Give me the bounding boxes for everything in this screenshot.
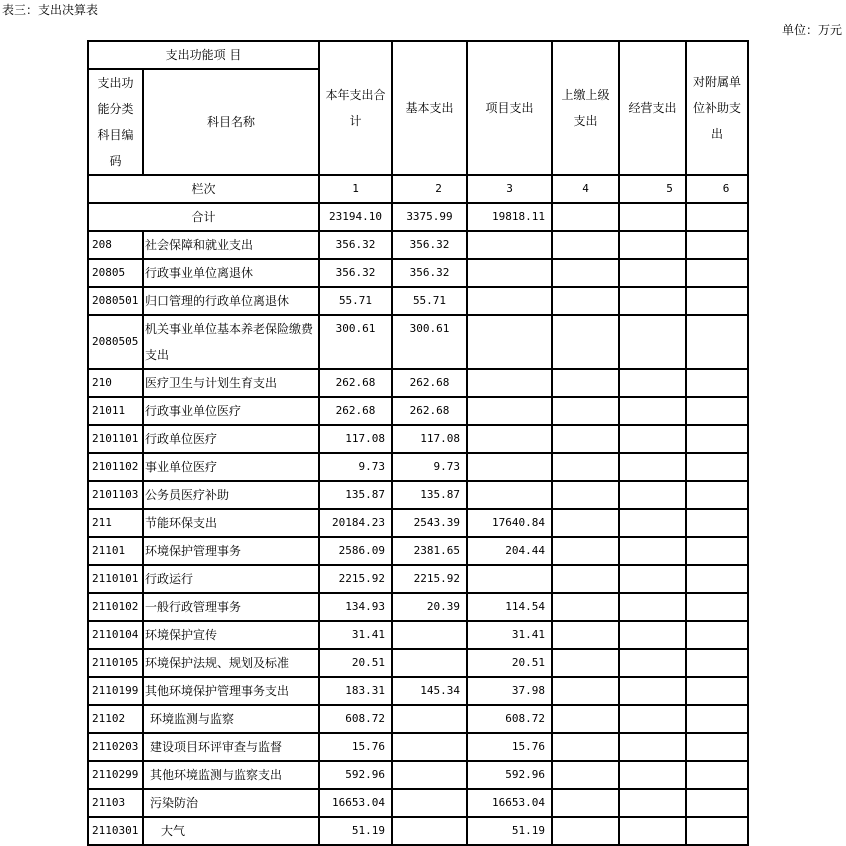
row-name: 建设项目环评审查与监督 [143, 733, 319, 761]
table-row [88, 649, 748, 677]
row-value [686, 649, 748, 677]
table-row [88, 789, 748, 817]
header-line: 出 [710, 127, 723, 141]
row-value [619, 649, 686, 677]
header-line: 项目支出 [485, 101, 534, 115]
header-col-5 [619, 41, 686, 175]
row-value [686, 705, 748, 733]
row-value: 31.41 [467, 621, 552, 649]
row-value: 31.41 [319, 621, 392, 649]
row-value: 55.71 [319, 287, 392, 315]
row-value [686, 565, 748, 593]
row-value [552, 621, 619, 649]
total-row [88, 203, 748, 231]
row-value [552, 593, 619, 621]
row-code: 2110299 [88, 761, 143, 789]
row-value: 262.68 [319, 397, 392, 425]
row-value: 2215.92 [392, 565, 467, 593]
row-value: 356.32 [392, 259, 467, 287]
row-value: 356.32 [319, 231, 392, 259]
row-code: 211 [88, 509, 143, 537]
row-value: 2543.39 [392, 509, 467, 537]
table-row [88, 733, 748, 761]
header-line: 基本支出 [405, 101, 454, 115]
row-value: 20.39 [392, 593, 467, 621]
col-number: 5 [619, 175, 686, 203]
header-line: 本年支出合 [325, 88, 386, 102]
row-value [392, 733, 467, 761]
row-value [619, 259, 686, 287]
row-name: 污染防治 [143, 789, 319, 817]
row-code: 2101102 [88, 453, 143, 481]
expenditure-table [87, 40, 749, 846]
row-value [686, 453, 748, 481]
row-name: 归口管理的行政单位离退休 [143, 287, 319, 315]
row-value [467, 425, 552, 453]
row-value: 9.73 [319, 453, 392, 481]
row-code: 21103 [88, 789, 143, 817]
row-value [619, 481, 686, 509]
header-col-3 [467, 41, 552, 175]
header-line: 位补助支 [692, 101, 741, 115]
table-row [88, 425, 748, 453]
row-code: 2110301 [88, 817, 143, 845]
row-code: 2110101 [88, 565, 143, 593]
row-value: 20.51 [319, 649, 392, 677]
table-row [88, 231, 748, 259]
row-value [619, 287, 686, 315]
row-value: 51.19 [319, 817, 392, 845]
row-name: 医疗卫生与计划生育支出 [143, 369, 319, 397]
row-value [686, 789, 748, 817]
row-value [467, 231, 552, 259]
row-value [552, 705, 619, 733]
header-col-2 [392, 41, 467, 175]
row-value [686, 397, 748, 425]
col-number: 2 [392, 175, 467, 203]
row-value [619, 565, 686, 593]
row-name: 公务员医疗补助 [143, 481, 319, 509]
col-number: 1 [319, 175, 392, 203]
row-value: 16653.04 [319, 789, 392, 817]
row-value [552, 397, 619, 425]
row-value [686, 761, 748, 789]
row-value [619, 593, 686, 621]
row-value: 300.61 [392, 315, 467, 369]
table-title: 表三：支出决算表 [2, 3, 99, 17]
row-value [392, 817, 467, 845]
row-value [552, 287, 619, 315]
row-name: 环境保护宣传 [143, 621, 319, 649]
row-code: 21101 [88, 537, 143, 565]
row-code: 2110203 [88, 733, 143, 761]
row-code: 21102 [88, 705, 143, 733]
row-value [467, 397, 552, 425]
row-name: 大气 [143, 817, 319, 845]
table-row [88, 565, 748, 593]
row-name: 节能环保支出 [143, 509, 319, 537]
row-value [552, 425, 619, 453]
row-value [686, 259, 748, 287]
header-line: 对附属单 [692, 75, 741, 89]
row-value [392, 649, 467, 677]
row-value [619, 621, 686, 649]
header-line: 能分类 [97, 102, 134, 116]
row-value [552, 565, 619, 593]
row-value: 117.08 [392, 425, 467, 453]
row-name [143, 315, 319, 369]
row-value [552, 649, 619, 677]
row-value: 608.72 [319, 705, 392, 733]
row-value [686, 677, 748, 705]
row-value: 2215.92 [319, 565, 392, 593]
row-name: 行政事业单位离退休 [143, 259, 319, 287]
row-value [686, 425, 748, 453]
row-value [686, 733, 748, 761]
row-name: 环境保护管理事务 [143, 537, 319, 565]
header-line: 码 [109, 154, 122, 168]
row-value: 135.87 [392, 481, 467, 509]
row-value: 16653.04 [467, 789, 552, 817]
row-code: 2110102 [88, 593, 143, 621]
table-row [88, 817, 748, 845]
row-value [467, 481, 552, 509]
row-value [619, 537, 686, 565]
total-label: 合计 [88, 203, 319, 231]
table-row [88, 369, 748, 397]
header-line: 支出 [573, 114, 598, 128]
row-value [619, 677, 686, 705]
row-value [619, 761, 686, 789]
row-value: 20.51 [467, 649, 552, 677]
row-value [467, 315, 552, 369]
row-code: 20805 [88, 259, 143, 287]
row-value [552, 315, 619, 369]
table-row [88, 397, 748, 425]
total-value [552, 203, 619, 231]
header-name: 科目名称 [143, 69, 319, 175]
total-value: 3375.99 [392, 203, 467, 231]
table-row [88, 287, 748, 315]
total-value: 19818.11 [467, 203, 552, 231]
row-value: 51.19 [467, 817, 552, 845]
row-value [686, 817, 748, 845]
row-value: 608.72 [467, 705, 552, 733]
row-code: 2110105 [88, 649, 143, 677]
row-value: 15.76 [319, 733, 392, 761]
row-value: 117.08 [319, 425, 392, 453]
header-line: 经营支出 [628, 101, 677, 115]
row-name: 行政单位医疗 [143, 425, 319, 453]
row-value [619, 315, 686, 369]
row-value [686, 231, 748, 259]
row-value [552, 733, 619, 761]
row-value: 17640.84 [467, 509, 552, 537]
header-line: 上缴上级 [561, 88, 610, 102]
row-name: 一般行政管理事务 [143, 593, 319, 621]
row-value [619, 397, 686, 425]
header-group: 支出功能项 目 [88, 41, 319, 69]
table-row [88, 761, 748, 789]
row-value [619, 425, 686, 453]
row-value [686, 621, 748, 649]
row-value [686, 509, 748, 537]
row-value [467, 287, 552, 315]
row-name: 社会保障和就业支出 [143, 231, 319, 259]
row-value: 114.54 [467, 593, 552, 621]
row-value: 135.87 [319, 481, 392, 509]
row-code: 21011 [88, 397, 143, 425]
lanci-row [88, 175, 748, 203]
row-value [619, 789, 686, 817]
row-name: 事业单位医疗 [143, 453, 319, 481]
row-code: 2080501 [88, 287, 143, 315]
row-value [467, 453, 552, 481]
row-code: 2110104 [88, 621, 143, 649]
row-code: 2080505 [88, 315, 143, 369]
row-value: 145.34 [392, 677, 467, 705]
row-name: 其他环境监测与监察支出 [143, 761, 319, 789]
table-row [88, 705, 748, 733]
row-value [619, 705, 686, 733]
row-value: 15.76 [467, 733, 552, 761]
row-name: 环境保护法规、规划及标准 [143, 649, 319, 677]
row-value [392, 621, 467, 649]
table-row [88, 593, 748, 621]
row-value: 55.71 [392, 287, 467, 315]
col-number: 6 [686, 175, 748, 203]
header-line: 计 [349, 114, 362, 128]
table-row [88, 537, 748, 565]
row-value [552, 537, 619, 565]
row-value: 2586.09 [319, 537, 392, 565]
row-value: 262.68 [392, 397, 467, 425]
table-row [88, 315, 748, 369]
row-value: 9.73 [392, 453, 467, 481]
row-value [619, 369, 686, 397]
row-value [619, 231, 686, 259]
row-value: 183.31 [319, 677, 392, 705]
row-code: 2101103 [88, 481, 143, 509]
row-name: 其他环境保护管理事务支出 [143, 677, 319, 705]
table-row [88, 509, 748, 537]
table-row [88, 259, 748, 287]
row-value [467, 259, 552, 287]
header-col-4 [552, 41, 619, 175]
row-value: 592.96 [319, 761, 392, 789]
row-value [552, 817, 619, 845]
row-value [619, 453, 686, 481]
lanci-label: 栏次 [88, 175, 319, 203]
row-value: 204.44 [467, 537, 552, 565]
row-value [552, 481, 619, 509]
table-row [88, 453, 748, 481]
row-value [552, 761, 619, 789]
row-value [552, 453, 619, 481]
row-value [619, 817, 686, 845]
row-value: 20184.23 [319, 509, 392, 537]
row-value: 300.61 [319, 315, 392, 369]
row-value: 356.32 [392, 231, 467, 259]
header-col-6 [686, 41, 748, 175]
row-code: 208 [88, 231, 143, 259]
table-row [88, 481, 748, 509]
row-value [686, 315, 748, 369]
table-row [88, 677, 748, 705]
unit-label: 单位：万元 [781, 23, 842, 37]
row-value [686, 369, 748, 397]
row-value [686, 537, 748, 565]
row-value: 37.98 [467, 677, 552, 705]
row-value [552, 789, 619, 817]
row-value [686, 287, 748, 315]
row-value [467, 565, 552, 593]
row-value: 262.68 [319, 369, 392, 397]
row-value [392, 705, 467, 733]
header-code [88, 69, 143, 175]
total-value [619, 203, 686, 231]
row-value [552, 369, 619, 397]
col-number: 3 [467, 175, 552, 203]
row-value [467, 369, 552, 397]
row-value: 592.96 [467, 761, 552, 789]
row-value [686, 481, 748, 509]
row-value [552, 231, 619, 259]
row-value: 356.32 [319, 259, 392, 287]
row-name: 行政事业单位医疗 [143, 397, 319, 425]
row-value [686, 593, 748, 621]
row-name-line: 机关事业单位基本养老保险缴费 [145, 322, 314, 336]
total-value: 23194.10 [319, 203, 392, 231]
row-value [619, 733, 686, 761]
row-name-line: 支出 [145, 348, 170, 362]
row-name: 环境监测与监察 [143, 705, 319, 733]
header-line: 支出功 [97, 76, 134, 90]
row-value: 2381.65 [392, 537, 467, 565]
row-value [392, 789, 467, 817]
row-value: 134.93 [319, 593, 392, 621]
row-code: 2101101 [88, 425, 143, 453]
row-value [392, 761, 467, 789]
total-value [686, 203, 748, 231]
row-code: 210 [88, 369, 143, 397]
header-line: 科目编 [97, 128, 134, 142]
row-code: 2110199 [88, 677, 143, 705]
row-value [552, 677, 619, 705]
row-value [619, 509, 686, 537]
row-value: 262.68 [392, 369, 467, 397]
row-value [552, 259, 619, 287]
row-value [552, 509, 619, 537]
table-row [88, 621, 748, 649]
row-name: 行政运行 [143, 565, 319, 593]
header-col-1 [319, 41, 392, 175]
col-number: 4 [552, 175, 619, 203]
